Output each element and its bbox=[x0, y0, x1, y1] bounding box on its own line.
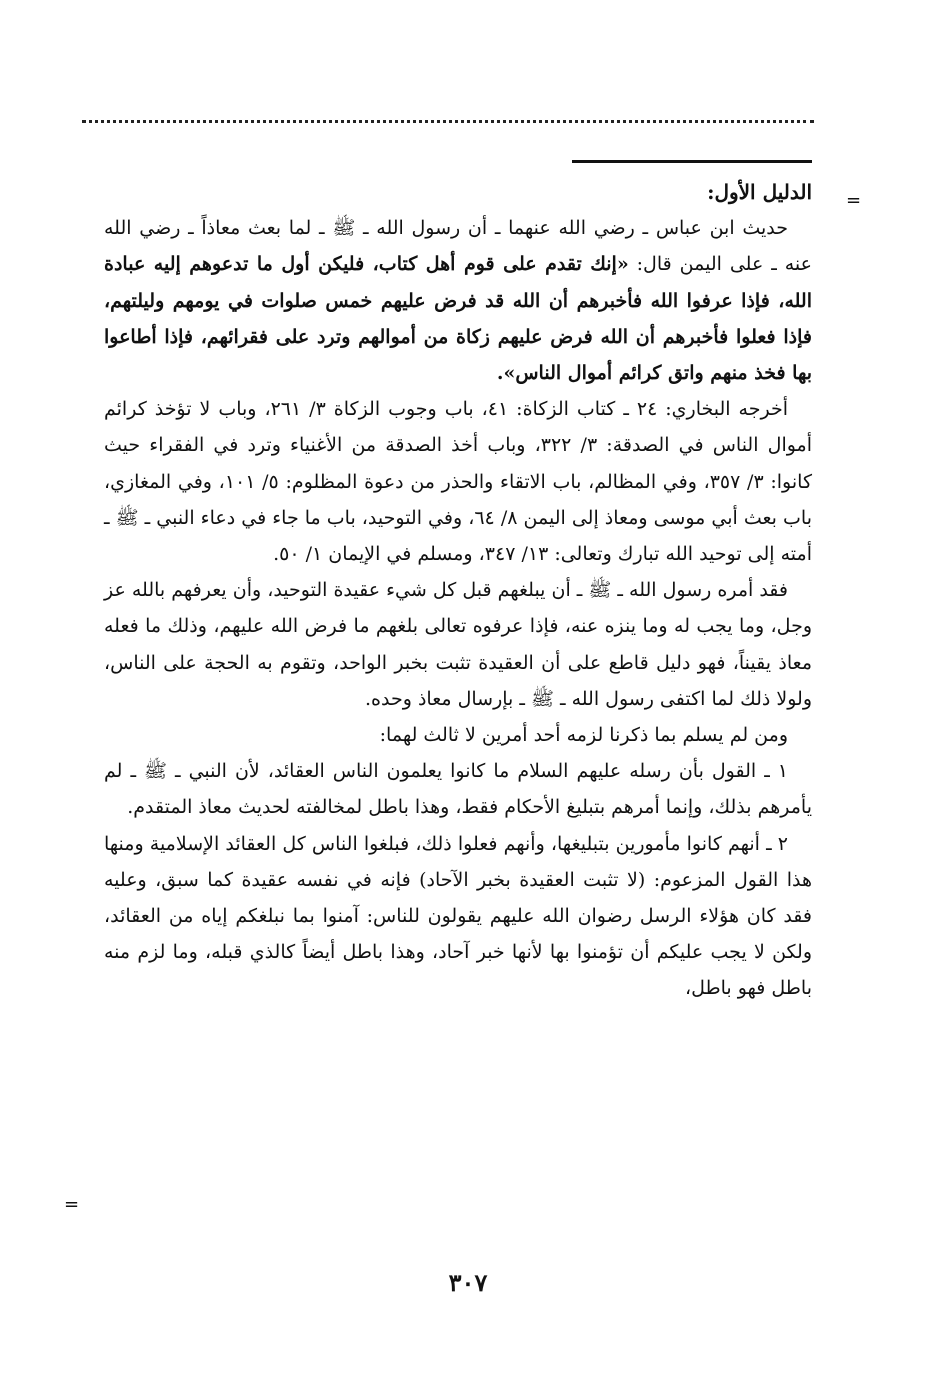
hadith-intro: حديث ابن عباس ـ رضي الله عنهما ـ أن رسول الله ـ ﷺ ـ لما بعث معاذاً ـ رضي الله عنه ـ على اليمن قال: bbox=[104, 217, 812, 276]
option-two: ٢ ـ أنهم كانوا مأمورين بتبليغها، وأنهم فعلوا ذلك، فبلغوا الناس كل العقائد الإسلامية ومنها هذا القول المزعوم: (لا تثبت العقيدة بخبر الآحاد) فإنه في نفسه عقيدة كما سبق، وعليه فقد كان هؤلاء الرسل رضوان الله عليهم يقولون للناس: آمنوا بما نبلغكم إياه من العقائد، ولكن لا يجب عليكم أن تؤمنوا بها لأنها خبر آحاد، وهذا باطل أيضاً كالذي قبله، وما لزم منه باطل فهو باطل، bbox=[104, 832, 812, 1000]
continuation-mark-top: = bbox=[846, 190, 862, 211]
two-options-intro: ومن لم يسلم بما ذكرنا لزمه أحد أمرين لا ثالث لهما: bbox=[379, 724, 788, 747]
hadith-paragraph bbox=[104, 210, 812, 391]
dotted-separator bbox=[82, 120, 814, 123]
page-number: ٣٠٧ bbox=[448, 1268, 488, 1297]
option-one: ١ ـ القول بأن رسله عليهم السلام ما كانوا يعلمون الناس العقائد، لأن النبي ـ ﷺ ـ لم يأمرهم بذلك، وإنما أمرهم بتبليغ الأحكام فقط، وهذا باطل لمخالفته لحديث معاذ المتقدم. bbox=[104, 760, 812, 819]
explanation-paragraph: فقد أمره رسول الله ـ ﷺ ـ أن يبلغهم قبل كل شيء عقيدة التوحيد، وأن يعرفهم بالله عز وجل، وما يجب له وما ينزه عنه، فإذا عرفوه تعالى بلغهم ما فرض الله عليهم، وذلك ما فعله معاذ يقيناً، فهو دليل قاطع على أن العقيدة تثبت بخبر الواحد، وتقوم به الحجة على الناس، ولولا ذلك لما اكتفى رسول الله ـ ﷺ ـ بإرسال معاذ وحده. bbox=[104, 579, 812, 710]
hadith-quote: «إنك تقدم على قوم أهل كتاب، فليكن أول ما تدعوهم إليه عبادة الله، فإذا عرفوا الله فأخبرهم أن الله قد فرض عليهم خمس صلوات في يومهم وليلتهم، فإذا فعلوا فأخبرهم أن الله فرض عليهم زكاة من أموالهم وترد على فقرائهم، فإذا أطاعوا بها فخذ منهم واتق كرائم أموال الناس». bbox=[104, 253, 812, 385]
continuation-mark-bottom: = bbox=[64, 1194, 80, 1215]
heading-rule bbox=[572, 160, 812, 163]
main-text bbox=[104, 174, 812, 1007]
section-heading: الدليل الأول: bbox=[707, 180, 812, 204]
takhrij-paragraph: أخرجه البخاري: ٢٤ ـ كتاب الزكاة: ٤١، باب وجوب الزكاة ٣/ ٢٦١، وباب لا تؤخذ كرائم أموال الناس في الصدقة: ٣/ ٣٢٢، وباب أخذ الصدقة من الأغنياء وترد في الفقراء حيث كانوا: ٣/ ٣٥٧، وفي المظالم، باب الاتقاء والحذر من دعوة المظلوم: ٥/ ١٠١، وفي المغازي، باب بعث أبي موسى ومعاذ إلى اليمن ٨/ ٦٤، وفي التوحيد، باب ما جاء في دعاء النبي ـ ﷺ ـ أمته إلى توحيد الله تبارك وتعالى: ١٣/ ٣٤٧، ومسلم في الإيمان ١/ ٥٠. bbox=[104, 398, 813, 566]
